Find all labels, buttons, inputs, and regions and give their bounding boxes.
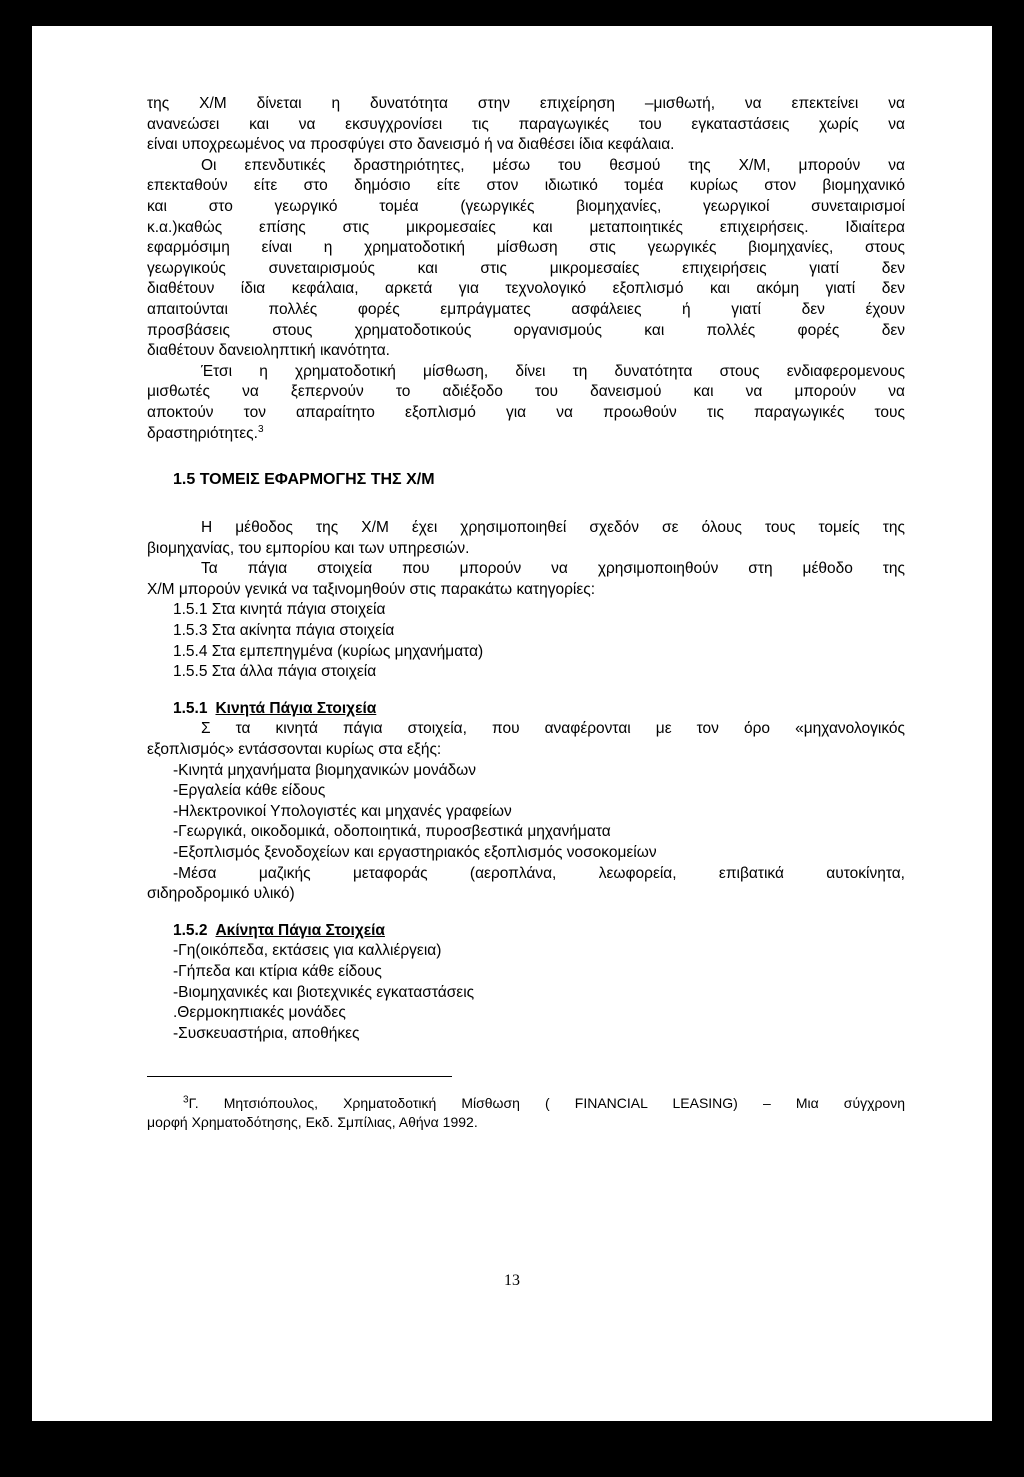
text-line: επεκταθούν είτε στο δημόσιο είτε στον ιδιωτικό τομέα κυρίως στον βιομηχανικό [147,177,905,195]
list-item: 1.5.5 Στα άλλα πάγια στοιχεία [173,663,377,681]
text-line [147,424,905,445]
footnote-line [147,1094,905,1113]
list-item: -Βιομηχανικές και βιοτεχνικές εγκαταστάσεις [173,983,475,1001]
subsection-heading [173,699,905,720]
subsection-title: Κινητά Πάγια Στοιχεία [215,699,377,717]
text-line: Τα πάγια στοιχεία που μπορούν να χρησιμοποιηθούν στη μέθοδο της [201,560,905,578]
paragraph [147,559,905,600]
footnote-line: μορφή Χρηματοδότησης, Εκδ. Σμπίλιας, Αθήνα 1992. [147,1114,478,1131]
text-line: μισθωτές να ξεπερνούν το αδιέξοδο του δανεισμού και να μπορούν να [147,383,905,401]
list-item: -Γη(οικόπεδα, εκτάσεις για καλλιέργεια) [173,942,442,960]
paragraph [147,719,905,760]
list-item: -Ηλεκτρονικοί Υπολογιστές και μηχανές γραφείων [173,802,512,820]
text-line: αποκτούν τον απαραίτητο εξοπλισμό για να προωθούν τις παραγωγικές τους [147,403,905,421]
item-list [147,761,905,905]
text-line: προσβάσεις στους χρηματοδοτικούς οργανισμούς και πολλές φορές δεν [147,321,905,339]
list-item: -Συσκευαστήρια, αποθήκες [173,1024,360,1042]
list-item: 1.5.4 Στα εμπεπηγμένα (κυρίως μηχανήματα) [173,642,484,660]
text-line: Σ τα κινητά πάγια στοιχεία, που αναφέρονται με τον όρο «μηχανολογικός [201,720,905,738]
subsection-title: Ακίνητα Πάγια Στοιχεία [215,921,385,939]
list-item: -Εξοπλισμός ξενοδοχείων και εργαστηριακός εξοπλισμός νοσοκομείων [173,844,657,861]
category-list [147,600,905,682]
list-item: 1.5.3 Στα ακίνητα πάγια στοιχεία [173,622,395,640]
footnote [147,1094,905,1132]
subsection-heading [173,921,905,942]
paragraph [147,362,905,444]
list-item: -Κινητά μηχανήματα βιομηχανικών μονάδων [173,761,477,779]
document-page [32,26,992,1421]
text-line: Η μέθοδος της Χ/Μ έχει χρησιμοποιηθεί σχεδόν σε όλους τους τομείς της [201,519,905,537]
text-fragment: δραστηριότητες. [147,424,258,442]
text-line: της Χ/Μ δίνεται η δυνατότητα στην επιχείρηση –μισθωτή, να επεκτείνει να [147,95,905,112]
text-line: γεωργικούς συνεταιρισμούς και στις μικρομεσαίες επιχειρήσεις γιατί δεν [147,259,905,277]
list-item: 1.5.1 Στα κινητά πάγια στοιχεία [173,601,386,619]
text-line: Χ/Μ μπορούν γενικά να ταξινομηθούν στις παρακάτω κατηγορίες: [147,580,596,598]
text-line: και στο γεωργικό τομέα (γεωργικές βιομηχανίες, γεωργικοί συνεταιρισμοί [147,197,905,215]
text-line: βιομηχανίας, του εμπορίου και των υπηρεσιών. [147,539,470,557]
list-item: .Θερμοκηπιακές μονάδες [173,1004,346,1022]
text-line: εφαρμόσιμη είναι η χρηματοδοτική μίσθωση στις γεωργικές βιομηχανίες, στους [147,239,905,257]
list-item: -Γεωργικά, οικοδομικά, οδοποιητικά, πυροσβεστικά μηχανήματα [173,823,611,841]
section-heading: 1.5 ΤΟΜΕΙΣ ΕΦΑΡΜΟΓΗΣ ΤΗΣ Χ/Μ [173,471,435,489]
page-number: 13 [504,1272,520,1289]
list-item-continuation: σιδηροδρομικό υλικό) [147,885,295,903]
text-line: ανανεώσει και να εκσυγχρονίσει τις παραγωγικές του εγκαταστάσεις χωρίς να [147,115,905,133]
paragraph [147,94,905,156]
text-line: απαιτούνται πολλές φορές εμπράγματες ασφάλειες ή γιατί δεν έχουν [147,300,905,318]
text-line: είναι υποχρεωμένος να προσφύγει στο δανεισμό ή να διαθέσει ίδια κεφάλαια. [147,136,675,154]
list-item: -Μέσα μαζικής μεταφοράς (αεροπλάνα, λεωφορεία, επιβατικά αυτοκίνητα, [173,864,905,882]
text-line: διαθέτουν δανειοληπτική ικανότητα. [147,342,390,360]
footnote-reference[interactable]: 3 [257,423,264,435]
subsection-number: 1.5.2 [173,921,208,939]
footnote-separator [147,1076,452,1077]
paragraph [147,156,905,362]
footnote-text: Γ. Μητσιόπουλος, Χρηματοδοτική Μίσθωση ( FINANCIAL LEASING) – Μια σύγχρονη [188,1095,905,1112]
spacer [147,492,905,518]
paragraph [147,518,905,559]
text-line: διαθέτουν ίδια κεφάλαια, αρκετά για τεχνολογικό εξοπλισμό και ακόμη γιατί δεν [147,280,905,298]
page-content [147,94,905,1132]
list-item: -Εργαλεία κάθε είδους [173,782,326,800]
text-line: Έτσι η χρηματοδοτική μίσθωση, δίνει τη δυνατότητα στους ενδιαφερομενους [201,362,905,380]
subsection-number: 1.5.1 [173,699,208,717]
text-line: Οι επενδυτικές δραστηριότητες, μέσω του θεσμού της Χ/Μ, μπορούν να [201,156,905,174]
footnote-marker: 3 [183,1094,189,1106]
list-item: -Γήπεδα και κτίρια κάθε είδους [173,962,382,980]
text-line: εξοπλισμός» εντάσσονται κυρίως στα εξής: [147,741,442,759]
text-line: κ.α.)καθώς επίσης στις μικρομεσαίες και μεταποιητικές επιχειρήσεις. Ιδιαίτερα [147,218,905,236]
item-list [147,941,905,1044]
